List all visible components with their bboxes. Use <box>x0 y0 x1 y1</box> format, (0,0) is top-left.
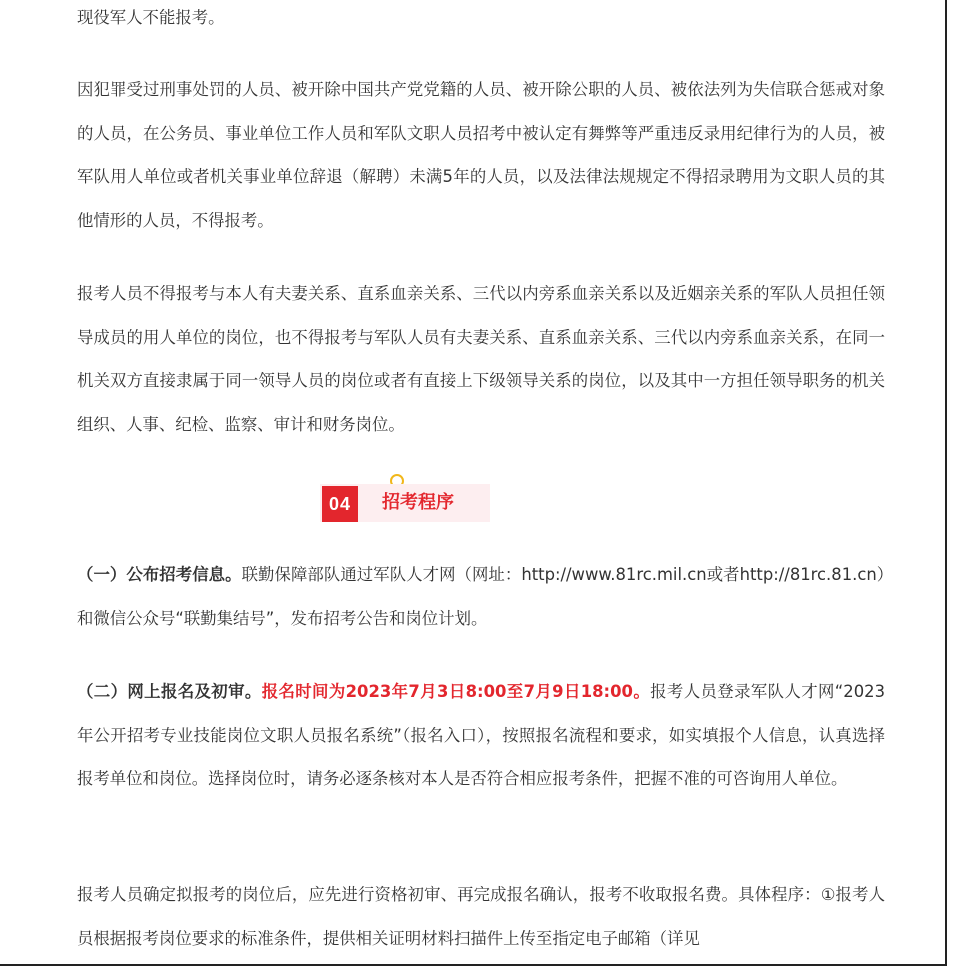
paragraph-text: 现役军人不能报考。 <box>77 8 225 27</box>
paragraph-initial-review <box>77 873 885 960</box>
section-title: 招考程序 <box>382 492 454 513</box>
paragraph-text: 联勤保障部队通过军队人才网（网址：http://www.81rc.mil.cn或者http://81rc.81.cn）和微信公众号“联勤集结号”，发布招考公告和岗位计划。 <box>77 565 885 628</box>
section-header <box>320 484 490 522</box>
paragraph-avoidance-rules <box>77 272 885 446</box>
paragraph-online-registration <box>77 670 885 801</box>
paragraph-text: 报考人员不得报考与本人有夫妻关系、直系血亲关系、三代以内旁系血亲关系以及近姻亲关系的军队人员担任领导成员的用人单位的岗位，也不得报考与军队人员有夫妻关系、直系血亲关系、三代以内旁系血亲关系，在同一机关双方直接隶属于同一领导人员的岗位或者有直接上下级领导关系的岗位，以及其中一方担任领导职务的机关组织、人事、纪检、监察、审计和财务岗位。 <box>77 284 885 434</box>
section-number-badge: 04 <box>322 486 358 522</box>
paragraph-disqualified-persons <box>77 68 885 242</box>
paragraph-text: 报考人员登录军队人才网“2023年公开招考专业技能岗位文职人员报名系统”（报名入口），按照报名流程和要求，如实填报个人信息，认真选择报考单位和岗位。选择岗位时，请务必逐条核对本人是否符合相应报考条件，把握不准的可咨询用人单位。 <box>77 682 886 788</box>
paragraph-active-military <box>77 0 885 40</box>
paragraph-text: 因犯罪受过刑事处罚的人员、被开除中国共产党党籍的人员、被开除公职的人员、被依法列为失信联合惩戒对象的人员，在公务员、事业单位工作人员和军队文职人员招考中被认定有舞弊等严重违反录用纪律行为的人员，被军队用人单位或者机关事业单位辞退（解聘）未满5年的人员，以及法律法规规定不得招录聘用为文职人员的其他情形的人员，不得报考。 <box>77 80 885 230</box>
registration-time: 报名时间为2023年7月3日8:00至7月9日18:00。 <box>261 682 651 701</box>
paragraph-publish-info <box>77 553 885 640</box>
step-heading: （一）公布招考信息。 <box>77 565 242 584</box>
step-heading: （二）网上报名及初审。 <box>77 682 262 701</box>
paragraph-text: 报考人员确定拟报考的岗位后，应先进行资格初审、再完成报名确认，报考不收取报名费。具体程序：①报考人员根据报考岗位要求的标准条件，提供相关证明材料扫描件上传至指定电子邮箱（详见 <box>77 885 885 948</box>
